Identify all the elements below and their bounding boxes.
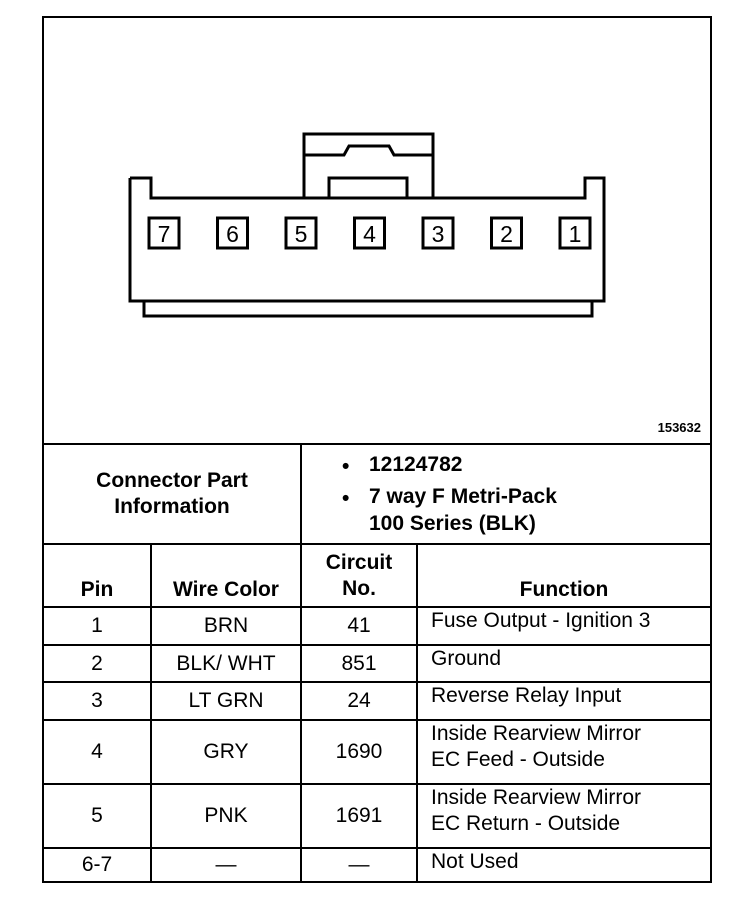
header-wire-color: Wire Color	[173, 578, 279, 601]
row-4-function	[418, 721, 710, 783]
connector-description-line1: 7 way F Metri-Pack	[369, 485, 557, 508]
header-pin: Pin	[80, 578, 114, 601]
row-5-pin: 5	[91, 804, 103, 827]
function-line1: Not Used	[431, 850, 519, 873]
bullet-icon: •	[342, 455, 350, 478]
pin-box-6	[218, 218, 248, 248]
connector-info-title-line1: Connector Part	[96, 469, 248, 492]
row-5-circuit: 1691	[335, 804, 383, 827]
row-6-wire-color: —	[215, 853, 237, 876]
pin-number: 6	[226, 221, 239, 247]
row-1-circuit: 41	[347, 614, 371, 637]
row-2-circuit: 851	[341, 651, 377, 675]
connector-sheet	[42, 16, 712, 883]
row-1-wire-color: BRN	[203, 614, 249, 637]
pin-box-2	[492, 218, 522, 248]
row-3-wire-color: LT GRN	[188, 689, 264, 712]
pin-number: 1	[568, 221, 582, 247]
connector-latch-window	[329, 178, 407, 198]
function-line1: Ground	[431, 647, 502, 670]
row-6-pin: 6-7	[81, 853, 113, 876]
pin-box-5	[286, 218, 316, 248]
header-circuit-no: Circuit No.	[325, 550, 393, 600]
row-5-function	[418, 785, 710, 847]
pin-number: 3	[431, 221, 445, 247]
connector-diagram	[44, 18, 710, 443]
row-4-pin: 4	[91, 740, 103, 763]
header-function: Function	[519, 578, 609, 601]
row-2-function	[418, 646, 710, 681]
pin-number: 5	[294, 221, 308, 247]
connector-info-details	[302, 445, 710, 543]
connector-latch-detail	[304, 146, 433, 155]
function-line1: Inside Rearview Mirror	[431, 722, 642, 745]
row-2-pin: 2	[91, 651, 103, 675]
row-2-wire-color: BLK/ WHT	[176, 651, 276, 675]
row-1-function	[418, 608, 710, 644]
function-line1: Inside Rearview Mirror	[431, 786, 642, 809]
connector-description-line2: 100 Series (BLK)	[369, 512, 536, 535]
function-line1: Fuse Output - Ignition 3	[431, 609, 651, 632]
row-5-wire-color: PNK	[204, 804, 248, 827]
row-1-pin: 1	[91, 614, 103, 637]
bullet-icon: •	[342, 487, 350, 510]
pin-box-7	[149, 218, 179, 248]
pin-number: 4	[363, 221, 376, 247]
figure-id: 153632	[657, 420, 701, 435]
connector-base-rail	[144, 301, 592, 316]
function-line2: EC Feed - Outside	[431, 748, 605, 771]
part-number: 12124782	[369, 453, 463, 476]
row-4-circuit: 1690	[335, 740, 383, 763]
function-line1: Reverse Relay Input	[431, 684, 622, 707]
row-6-function	[418, 849, 710, 881]
row-3-circuit: 24	[347, 689, 371, 712]
pin-box-3	[423, 218, 453, 248]
row-4-wire-color: GRY	[203, 740, 249, 763]
pin-number: 7	[157, 221, 171, 247]
connector-info-label	[44, 445, 300, 543]
connector-info-title-line2: Information	[114, 495, 230, 518]
connector-latch	[304, 134, 433, 198]
pin-box-4	[355, 218, 385, 248]
pin-number: 2	[500, 221, 513, 247]
pin-box-1	[560, 218, 590, 248]
row-6-circuit: —	[348, 853, 370, 876]
row-3-pin: 3	[91, 689, 103, 712]
function-line2: EC Return - Outside	[431, 812, 621, 835]
row-3-function	[418, 683, 710, 719]
